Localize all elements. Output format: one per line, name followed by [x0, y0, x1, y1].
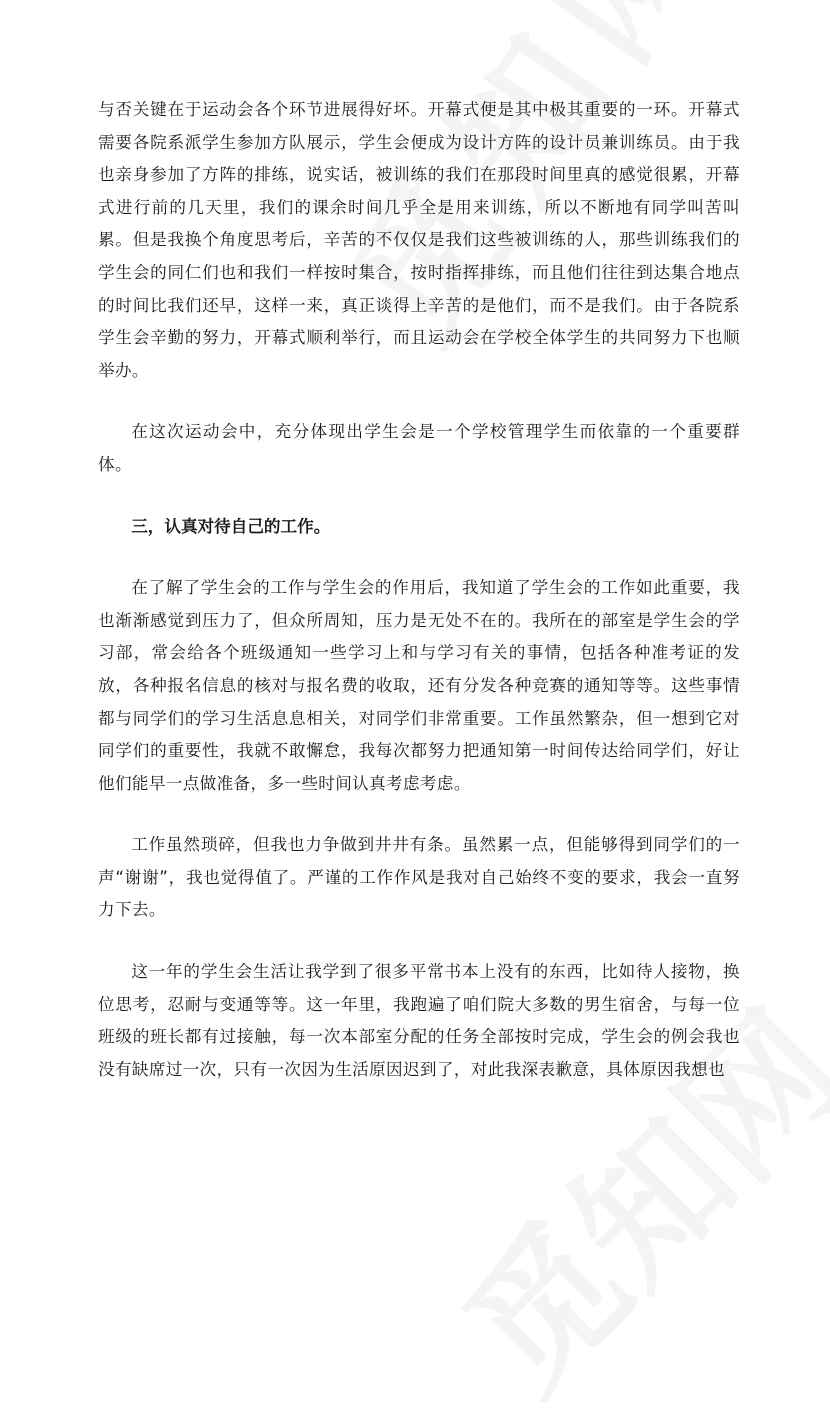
- paragraph-spacer: [98, 800, 740, 829]
- section-heading: 三，认真对待自己的工作。: [131, 516, 331, 536]
- paragraph-spacer: [98, 927, 740, 956]
- paragraph-year-review: 这一年的学生会生活让我学到了很多平常书本上没有的东西，比如待人接物，换位思考，忍耐与变通等等。这一年里，我跑遍了咱们院大多数的男生宿舍，与每一位班级的班长都有过接触，每一次本部室分配的任务全部按时完成，学生会的例会我也没有缺席过一次，只有一次因为生活原因迟到了，对此我深表歉意，具体原因我想也: [98, 962, 740, 1079]
- paragraph-spacer: [98, 543, 740, 572]
- document-body: [98, 94, 740, 1086]
- paragraph-spacer: [98, 387, 740, 416]
- paragraph-opening-ceremony: 与否关键在于运动会各个环节进展得好坏。开幕式便是其中极其重要的一环。开幕式需要各院系派学生参加方队展示，学生会便成为设计方阵的设计员兼训练员。由于我也亲身参加了方阵的排练，说实话，被训练的我们在那段时间里真的感觉很累，开幕式进行前的几天里，我们的课余时间几乎全是用来训练，所以不断地有同学叫苦叫累。但是我换个角度思考后，辛苦的不仅仅是我们这些被训练的人，那些训练我们的学生会的同仁们也和我们一样按时集合，按时指挥排练，而且他们往往到达集合地点的时间比我们还早，这样一来，真正谈得上辛苦的是他们，而不是我们。由于各院系学生会辛勤的努力，开幕式顺利举行，而且运动会在学校全体学生的共同努力下也顺举办。: [98, 100, 740, 380]
- paragraph-sports-meet-summary: 在这次运动会中，充分体现出学生会是一个学校管理学生而依靠的一个重要群体。: [98, 422, 740, 474]
- paragraph-spacer: [98, 482, 740, 511]
- paragraph-work-attitude: 工作虽然琐碎，但我也力争做到井井有条。虽然累一点，但能够得到同学们的一声“谢谢”，我也觉得值了。严谨的工作作风是我对自己始终不变的要求，我会一直努力下去。: [98, 835, 740, 920]
- paragraph-study-department: 在了解了学生会的工作与学生会的作用后，我知道了学生会的工作如此重要，我也渐渐感觉到压力了，但众所周知，压力是无处不在的。我所在的部室是学生会的学习部，常会给各个班级通知一些学习上和与学习有关的事情，包括各种准考证的发放，各种报名信息的核对与报名费的收取，还有分发各种竞赛的通知等等。这些事情都与同学们的学习生活息息相关，对同学们非常重要。工作虽然繁杂，但一想到它对同学们的重要性，我就不敢懈怠，我每次都努力把通知第一时间传达给同学们，好让他们能早一点做准备，多一些时间认真考虑考虑。: [98, 578, 740, 793]
